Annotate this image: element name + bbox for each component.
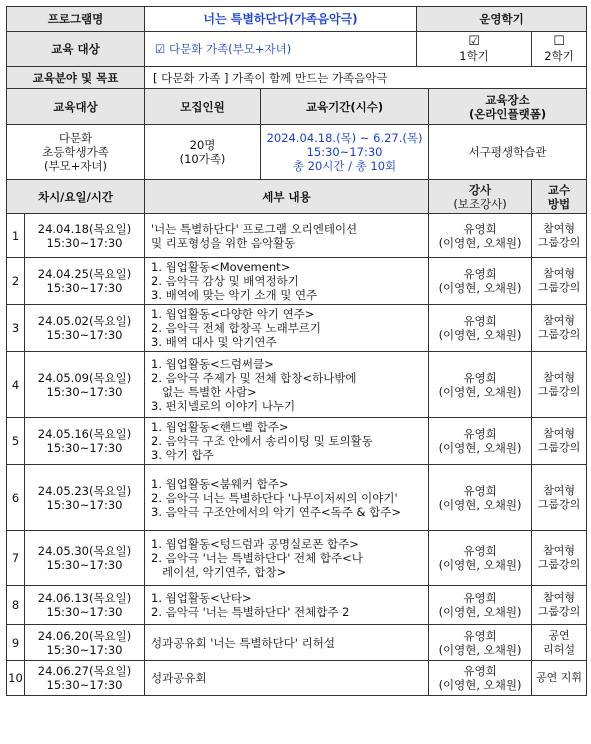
session-date-cell — [25, 258, 145, 305]
session-date-cell — [25, 531, 145, 586]
assistant-names: (이영현, 오채원) — [438, 328, 522, 342]
session-method — [532, 418, 587, 465]
session-teacher — [429, 625, 532, 661]
semester1-label: 1학기 — [459, 49, 489, 63]
session-number: 1 — [7, 214, 25, 258]
method-line: 참여형 — [543, 267, 575, 280]
session-time: 15:30~17:30 — [46, 281, 123, 295]
session-content-line: 1. 웜업활동<핸드벨 합주> — [151, 420, 289, 434]
session-date-cell — [25, 352, 145, 418]
info-place-value: 서구평생학습관 — [429, 125, 587, 180]
session-row — [7, 352, 587, 418]
session-content — [145, 661, 429, 696]
session-content-line: 1. 웜업활동<다양한 악기 연주> — [151, 307, 315, 321]
info-recruit-line: (10가족) — [179, 152, 226, 166]
session-content-line: 1. 웜업활동<텅드럼과 공명실로폰 합주> — [151, 537, 359, 551]
session-content-line: 레이션, 악기연주, 합창> — [151, 565, 287, 579]
assistant-names: (이영현, 오채원) — [438, 441, 522, 455]
method-line: 그룹강의 — [537, 558, 581, 571]
semester-label: 운영학기 — [417, 7, 587, 32]
method-header-line1: 교수 — [547, 182, 571, 197]
teacher-name: 유영희 — [463, 267, 497, 281]
session-time: 15:30~17:30 — [46, 642, 123, 657]
session-date: 24.06.27(목요일) — [37, 664, 132, 678]
session-content — [145, 531, 429, 586]
session-teacher — [429, 214, 532, 258]
session-row — [7, 258, 587, 305]
info-period-value — [261, 125, 429, 180]
info-target-value — [7, 125, 145, 180]
method-line: 리허설 — [543, 642, 575, 656]
method-line: 참여형 — [543, 483, 575, 497]
info-value-row — [7, 125, 587, 180]
info-header-row — [7, 89, 587, 125]
session-content-line: 2. 음악극 감상 및 배역정하기 — [151, 274, 299, 288]
session-time: 15:30~17:30 — [46, 441, 123, 455]
session-row — [7, 661, 587, 696]
session-method — [532, 586, 587, 625]
method-line: 그룹강의 — [537, 281, 581, 294]
session-content-line: 없는 특별한 사람> — [151, 384, 257, 399]
method-line: 참여형 — [543, 370, 575, 384]
session-time: 15:30~17:30 — [46, 384, 123, 399]
session-row — [7, 465, 587, 531]
field-value: [ 다문화 가족 ] 가족이 함께 만드는 가족음악극 — [145, 67, 587, 89]
assistant-names: (이영현, 오채원) — [438, 605, 522, 619]
session-date: 24.05.16(목요일) — [37, 427, 132, 441]
session-content-line: 3. 음악극 구조안에서의 악기 연주<독주 & 합주> — [151, 504, 402, 519]
teacher-name: 유영희 — [463, 370, 497, 385]
session-content-line: 성과공유회 '너는 특별하단다' 리허설 — [151, 635, 335, 650]
target-row — [7, 32, 587, 67]
session-content — [145, 418, 429, 465]
method-line: 참여형 — [543, 544, 575, 557]
target-value: 다문화 가족(부모+자녀) — [168, 42, 292, 56]
session-teacher — [429, 418, 532, 465]
method-header — [532, 180, 587, 214]
teacher-name: 유영희 — [463, 427, 497, 441]
target-value-cell — [145, 32, 417, 67]
info-period-line: 2024.04.18.(목) ~ 6.27.(목) — [266, 131, 423, 145]
info-place-header-line2: (온라인플랫폼) — [468, 106, 547, 121]
session-method — [532, 661, 587, 696]
session-method — [532, 465, 587, 531]
schedule-header-row — [7, 180, 587, 214]
method-line: 그룹강의 — [537, 384, 581, 398]
method-line: 참여형 — [543, 427, 575, 440]
session-method — [532, 625, 587, 661]
session-number: 4 — [7, 352, 25, 418]
session-row — [7, 531, 587, 586]
session-content-line: 1. 웜업활동<붐웨커 합주> — [151, 476, 289, 491]
session-number: 7 — [7, 531, 25, 586]
assistant-names: (이영현, 오채원) — [438, 558, 522, 572]
session-teacher — [429, 586, 532, 625]
teacher-name: 유영희 — [463, 483, 497, 498]
content-header: 세부 내용 — [145, 180, 429, 214]
session-content — [145, 465, 429, 531]
assistant-names: (이영현, 오채원) — [438, 497, 522, 512]
teacher-name: 유영희 — [463, 628, 497, 643]
info-recruit-value — [145, 125, 261, 180]
session-time: 15:30~17:30 — [46, 328, 123, 342]
session-row — [7, 625, 587, 661]
session-content-line: 1. 웜업활동<드럼써클> — [151, 356, 274, 371]
session-date-cell — [25, 214, 145, 258]
info-period-header: 교육기간(시수) — [261, 89, 429, 125]
session-content-line: 3. 배역에 맞는 악기 소개 및 연주 — [151, 288, 318, 302]
session-method — [532, 305, 587, 352]
semester1-checkbox-icon[interactable]: ☑ — [468, 34, 480, 49]
session-number: 8 — [7, 586, 25, 625]
method-line: 참여형 — [543, 591, 575, 604]
session-date: 24.06.13(목요일) — [37, 591, 132, 605]
method-line: 공연 지휘 — [536, 671, 583, 684]
method-line: 그룹강의 — [537, 497, 581, 511]
session-number: 9 — [7, 625, 25, 661]
teacher-name: 유영희 — [463, 664, 497, 678]
teacher-header-line1: 강사 — [468, 182, 492, 197]
session-content — [145, 625, 429, 661]
teacher-header-line2: (보조강사) — [453, 196, 507, 211]
session-date: 24.05.09(목요일) — [37, 370, 132, 385]
session-method — [532, 214, 587, 258]
session-time: 15:30~17:30 — [46, 497, 123, 512]
info-target-line: (부모+자녀) — [43, 159, 108, 173]
session-date: 24.05.23(목요일) — [37, 483, 132, 498]
method-line: 그룹강의 — [537, 235, 581, 249]
semester2-label: 2학기 — [544, 49, 574, 63]
session-content — [145, 305, 429, 352]
session-teacher — [429, 465, 532, 531]
session-teacher — [429, 661, 532, 696]
assistant-names: (이영현, 오채원) — [438, 235, 522, 250]
session-content-line: 3. 펀치넬로의 이야기 나누기 — [151, 398, 296, 413]
session-content-line: 2. 음악극 '너는 특별하단다' 전체 합주<나 — [151, 551, 363, 565]
program-name-label: 프로그램명 — [7, 7, 145, 32]
session-date: 24.05.30(목요일) — [37, 544, 132, 558]
session-teacher — [429, 305, 532, 352]
session-date: 24.05.02(목요일) — [37, 314, 132, 328]
session-time: 15:30~17:30 — [46, 558, 123, 572]
session-date-cell — [25, 586, 145, 625]
method-line: 그룹강의 — [537, 328, 581, 341]
session-number: 2 — [7, 258, 25, 305]
session-content-line: 2. 음악극 주제가 및 전체 합창<하나밖에 — [151, 370, 357, 385]
session-header: 차시/요일/시간 — [7, 180, 145, 214]
program-name: 너는 특별하단다(가족음악극) — [145, 7, 417, 32]
semester2-checkbox-icon[interactable]: ☐ — [553, 34, 565, 49]
session-content — [145, 258, 429, 305]
session-row — [7, 305, 587, 352]
session-content-line: 3. 악기 합주 — [151, 448, 214, 462]
session-content — [145, 214, 429, 258]
session-content-line: 및 리포형성을 위한 음악활동 — [151, 235, 296, 250]
teacher-name: 유영희 — [463, 221, 497, 236]
session-time: 15:30~17:30 — [46, 605, 123, 619]
info-target-line: 초등학생가족 — [42, 145, 109, 159]
session-number: 3 — [7, 305, 25, 352]
method-line: 참여형 — [543, 314, 575, 327]
session-content-line: 1. 웜업활동<난타> — [151, 591, 252, 605]
method-header-line2: 방법 — [547, 196, 571, 211]
session-content-line: '너는 특별하단다' 프로그램 오리엔테이션 — [151, 221, 358, 236]
session-number: 6 — [7, 465, 25, 531]
teacher-header — [429, 180, 532, 214]
info-place-header — [429, 89, 587, 125]
session-content-line: 2. 음악극 구조 안에서 송리이팅 및 토의활동 — [151, 434, 373, 448]
session-time: 15:30~17:30 — [46, 678, 123, 692]
method-line: 그룹강의 — [537, 441, 581, 454]
program-row — [7, 7, 587, 32]
field-label: 교육분야 및 목표 — [7, 67, 145, 89]
teacher-name: 유영희 — [463, 544, 497, 558]
session-method — [532, 352, 587, 418]
session-content-line: 2. 음악극 전체 합창곡 노래부르기 — [151, 321, 322, 335]
session-date-cell — [25, 418, 145, 465]
info-recruit-header: 모집인원 — [145, 89, 261, 125]
session-content-line: 1. 웜업활동<Movement> — [151, 260, 291, 274]
session-content-line: 2. 음악극 너는 특별하단다 '나무이저씨의 이야기' — [151, 490, 398, 505]
session-method — [532, 531, 587, 586]
session-row — [7, 586, 587, 625]
session-date-cell — [25, 625, 145, 661]
session-row — [7, 214, 587, 258]
session-teacher — [429, 531, 532, 586]
session-number: 5 — [7, 418, 25, 465]
session-content — [145, 352, 429, 418]
target-checkbox-icon[interactable]: ☑ — [155, 42, 166, 56]
program-plan-table — [6, 6, 587, 696]
session-content-line: 2. 음악극 '너는 특별하단다' 전체합주 2 — [151, 605, 350, 619]
target-label: 교육 대상 — [7, 32, 145, 67]
assistant-names: (이영현, 오채원) — [438, 281, 522, 295]
semester2-cell — [532, 32, 587, 67]
session-content-line: 성과공유회 — [151, 671, 207, 685]
teacher-name: 유영희 — [463, 314, 497, 328]
session-content — [145, 586, 429, 625]
info-target-header: 교육대상 — [7, 89, 145, 125]
assistant-names: (이영현, 오채원) — [438, 642, 522, 657]
session-teacher — [429, 258, 532, 305]
method-line: 그룹강의 — [537, 605, 581, 618]
session-time: 15:30~17:30 — [46, 235, 123, 250]
info-period-line: 총 20시간 / 총 10회 — [292, 159, 397, 173]
session-date: 24.04.18(목요일) — [37, 221, 132, 236]
field-row — [7, 67, 587, 89]
session-date-cell — [25, 661, 145, 696]
session-teacher — [429, 352, 532, 418]
assistant-names: (이영현, 오채원) — [438, 384, 522, 399]
info-target-line: 다문화 — [58, 131, 93, 145]
session-content-line: 3. 배역 대사 및 악기연주 — [151, 335, 277, 349]
assistant-names: (이영현, 오채원) — [438, 678, 522, 692]
session-number: 10 — [7, 661, 25, 696]
session-date: 24.06.20(목요일) — [37, 628, 132, 643]
info-period-line: 15:30~17:30 — [306, 145, 383, 159]
method-line: 공연 — [548, 628, 570, 642]
info-place-header-line1: 교육장소 — [485, 92, 530, 107]
info-recruit-line: 20명 — [189, 138, 216, 152]
session-date-cell — [25, 305, 145, 352]
semester1-cell — [417, 32, 532, 67]
session-date-cell — [25, 465, 145, 531]
teacher-name: 유영희 — [463, 591, 497, 605]
session-row — [7, 418, 587, 465]
method-line: 참여형 — [543, 221, 575, 235]
session-date: 24.04.25(목요일) — [37, 267, 132, 281]
session-method — [532, 258, 587, 305]
